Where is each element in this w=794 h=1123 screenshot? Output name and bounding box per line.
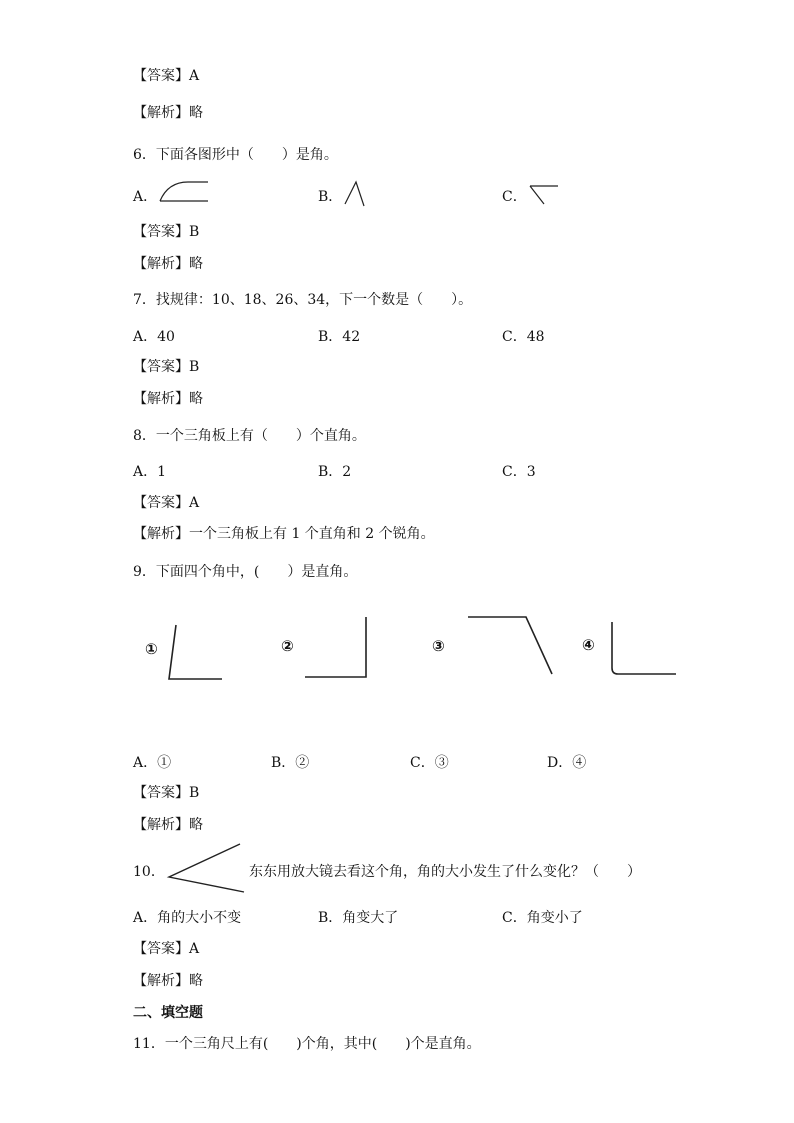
q9-answer: 【答案】B <box>133 785 200 801</box>
q7-stem: 7．找规律：10、18、26、34，下一个数是（ ）。 <box>133 292 473 308</box>
q8-option-b: B．2 <box>318 464 352 480</box>
q9-figure-label-2: ② <box>281 637 294 655</box>
q10-answer: 【答案】A <box>133 941 200 957</box>
q7-option-a: A．40 <box>133 329 175 345</box>
q6-option-a: A． <box>133 189 158 205</box>
q8-answer: 【答案】A <box>133 495 200 511</box>
q6-answer: 【答案】B <box>133 224 200 240</box>
q6-stem: 6．下面各图形中（ ）是角。 <box>133 147 338 163</box>
q9-analysis: 【解析】略 <box>133 817 203 833</box>
q9-option-a: A．① <box>133 755 172 771</box>
q9-stem: 9．下面四个角中，( ）是直角。 <box>133 564 358 580</box>
q6-figure-b-angle <box>343 180 367 208</box>
q9-figure-label-4: ④ <box>582 636 595 654</box>
q5-answer: 【答案】A <box>133 68 200 84</box>
q9-option-d: D．④ <box>547 755 587 771</box>
q6-figure-a-curve <box>158 180 210 204</box>
q9-figure-3-angle <box>466 614 558 678</box>
q7-option-b: B．42 <box>318 329 361 345</box>
q9-figure-4-rounded-angle <box>608 620 680 678</box>
section-title-fill-in: 二、填空题 <box>133 1005 203 1021</box>
q7-analysis: 【解析】略 <box>133 391 203 407</box>
q8-option-c: C．3 <box>502 464 536 480</box>
q9-option-c: C．③ <box>410 755 449 771</box>
q10-option-b: B．角变大了 <box>318 910 399 926</box>
q10-option-c: C．角变小了 <box>502 910 583 926</box>
q9-option-b: B．② <box>271 755 310 771</box>
q10-stem: 东东用放大镜去看这个角，角的大小发生了什么变化？（ ） <box>249 864 641 880</box>
q11-stem: 11．一个三角尺上有( )个角，其中( )个是直角。 <box>133 1036 481 1052</box>
q7-option-c: C．48 <box>502 329 545 345</box>
q5-analysis: 【解析】略 <box>133 105 203 121</box>
q9-figure-label-1: ① <box>145 640 158 658</box>
q10-analysis: 【解析】略 <box>133 973 203 989</box>
q8-option-a: A．1 <box>133 464 167 480</box>
q8-stem: 8．一个三角板上有（ ）个直角。 <box>133 428 366 444</box>
q7-answer: 【答案】B <box>133 359 200 375</box>
q10-number: 10． <box>133 864 165 880</box>
q9-figure-label-3: ③ <box>432 637 445 655</box>
q10-option-a: A．角的大小不变 <box>133 910 242 926</box>
q6-option-c: C． <box>502 189 527 205</box>
q6-option-b: B． <box>318 189 343 205</box>
q6-analysis: 【解析】略 <box>133 256 203 272</box>
q9-figure-2-right-angle <box>302 615 372 681</box>
q9-figure-1-angle <box>166 622 226 684</box>
q8-analysis: 【解析】一个三角板上有 1 个直角和 2 个锐角。 <box>133 526 435 542</box>
q6-figure-c-open <box>528 184 562 208</box>
q10-figure-angle <box>166 842 248 894</box>
